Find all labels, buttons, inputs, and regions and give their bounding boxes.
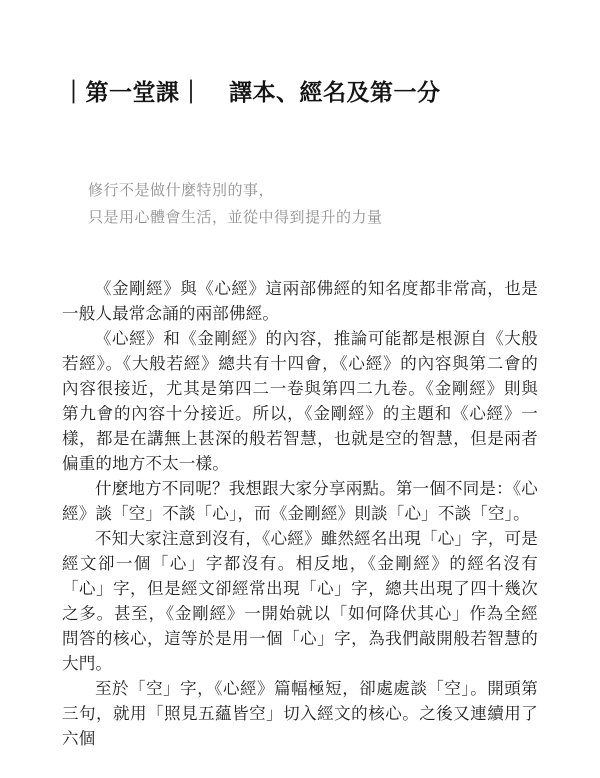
chapter-title-marker: ｜第一堂課｜	[62, 80, 203, 105]
body-text	[62, 276, 538, 751]
chapter-title	[62, 76, 538, 110]
paragraph: 《心經》和《金剛經》的內容，推論可能都是根源自《大般若經》。《大般若經》總共有十四會，《心經》的內容與第二會的內容很接近，尤其是第四二一卷與第四二九卷。《金剛經》則與第九會的內容十分接近。所以，《金剛經》的主題和《心經》一樣，都是在講無上甚深的般若智慧，也就是空的智慧，但是兩者偏重的地方不太一樣。	[62, 329, 538, 473]
paragraph: 不知大家注意到沒有，《心經》雖然經名出現「心」字，可是經文卻一個「心」字都沒有。相反地，《金剛經》的經名沒有「心」字，但是經文卻經常出現「心」字，總共出現了四十幾次之多。甚至，《金剛經》一開始就以「如何降伏其心」作為全經問答的核心，這等於是用一個「心」字，為我們敲開般若智慧的大門。	[62, 529, 538, 673]
paragraph: 什麼地方不同呢？我想跟大家分享兩點。第一個不同是：《心經》談「空」不談「心」，而《金剛經》則談「心」不談「空」。	[62, 479, 538, 523]
paragraph: 《金剛經》與《心經》這兩部佛經的知名度都非常高，也是一般人最常念誦的兩部佛經。	[62, 279, 538, 323]
chapter-title-subject: 譯本、經名及第一分	[229, 80, 441, 105]
epigraph	[88, 178, 538, 232]
paragraph: 至於「空」字，《心經》篇幅極短，卻處處談「空」。開頭第三句，就用「照見五蘊皆空」切入經文的核心。之後又連續用了六個	[62, 679, 538, 748]
epigraph-line: 修行不是做什麼特別的事，	[88, 183, 275, 199]
epigraph-line: 只是用心體會生活，並從中得到提升的力量	[88, 210, 383, 226]
